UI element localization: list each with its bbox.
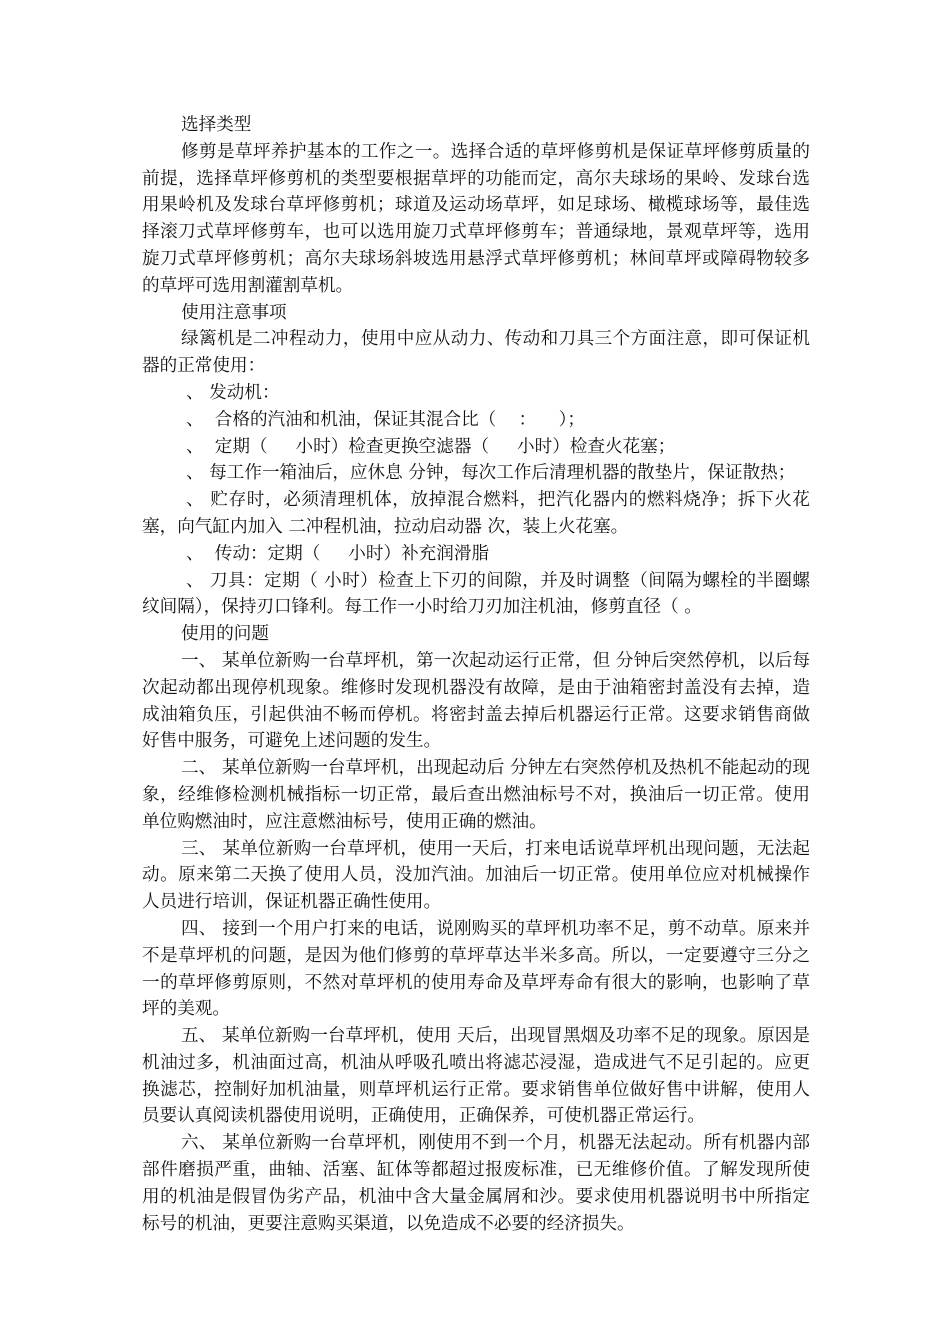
- case-4-paragraph: 四、 接到一个用户打来的电话，说刚购买的草坪机功率不足，剪不动草。原来并不是草坪机的问题，是因为他们修剪的草坪草达半米多高。所以，一定要遵守三分之一的草坪修剪原则，不然对草坪机的使用寿命及草坪寿命有很大的影响，也影响了草坪的美观。: [142, 918, 810, 1020]
- section-heading-type: 选择类型: [181, 115, 252, 135]
- section-heading-problems: 使用的问题: [181, 624, 269, 645]
- transmission-item: 、 传动：定期（ 小时）补充润滑脂: [186, 543, 490, 564]
- fuel-item: 、 合格的汽油和机油，保证其混合比（ ： ）；: [186, 409, 586, 430]
- type-paragraph: 修剪是草坪养护基本的工作之一。选择合适的草坪修剪机是保证草坪修剪质量的前提，选择草坪修剪机的类型要根据草坪的功能而定，高尔夫球场的果岭、发球台选用果岭机及发球台草坪修剪机；球道及运动场草坪，如足球场、橄榄球场等，最佳选择滚刀式草坪修剪车，也可以选用旋刀式草坪修剪车；普通绿地，景观草坪等，选用旋刀式草坪修剪机；高尔夫球场斜坡选用悬浮式草坪修剪机；林间草坪或障碍物较多的草坪可选用割灌割草机。: [142, 141, 810, 296]
- case-6-paragraph: 六、 某单位新购一台草坪机，刚使用不到一个月，机器无法起动。所有机器内部部件磨损严重，曲轴、活塞、缸体等都超过报废标准，已无维修价值。了解发现所使用的机油是假冒伪劣产品，机油中含大量金属屑和沙。要求使用机器说明书中所指定标号的机油，更要注意购买渠道，以免造成不必要的经济损失。: [142, 1133, 810, 1234]
- case-5-paragraph: 五、 某单位新购一台草坪机，使用 天后，出现冒黑烟及功率不足的现象。原因是机油过多，机油面过高，机油从呼吸孔喷出将滤芯浸湿，造成进气不足引起的。应更换滤芯，控制好加机油量，则草坪机运行正常。要求销售单位做好售中讲解，使用人员要认真阅读机器使用说明，正确使用，正确保养，可使机器正常运行。: [142, 1026, 810, 1127]
- document-page: [142, 112, 810, 1237]
- storage-item: 、 贮存时，必须清理机体，放掉混合燃料，把汽化器内的燃料烧净；拆下火花塞，向气缸内加入 二冲程机油，拉动启动器 次，装上火花塞。: [142, 490, 810, 537]
- section-heading-notes: 使用注意事项: [181, 302, 287, 323]
- case-3-paragraph: 三、 某单位新购一台草坪机，使用一天后，打来电话说草坪机出现问题，无法起动。原来第二天换了使用人员，没加汽油。加油后一切正常。使用单位应对机械操作人员进行培训，保证机器正确性使用。: [142, 838, 810, 913]
- blade-item: 、 刀具：定期（ 小时）检查上下刃的间隙，并及时调整（间隔为螺栓的半圈螺纹间隔），保持刃口锋利。每工作一小时给刀刃加注机油，修剪直径（ 。: [142, 570, 810, 618]
- filter-item: 、 定期（ 小时）检查更换空滤器（ 小时）检查火花塞；: [186, 436, 676, 457]
- case-1-paragraph: 一、 某单位新购一台草坪机，第一次起动运行正常，但 分钟后突然停机，以后每次起动都出现停机现象。维修时发现机器没有故障，是由于油箱密封盖没有去掉，造成油箱负压，引起供油不畅而停机。将密封盖去掉后机器运行正常。这要求销售商做好售中服务，可避免上述问题的发生。: [142, 650, 810, 752]
- case-2-paragraph: 二、 某单位新购一台草坪机，出现起动后 分钟左右突然停机及热机不能起动的现象，经维修检测机械指标一切正常，最后查出燃油标号不对，换油后一切正常。使用单位购燃油时，应注意燃油标号，使用正确的燃油。: [142, 758, 810, 832]
- notes-intro-paragraph: 绿篱机是二冲程动力，使用中应从动力、传动和刀具三个方面注意，即可保证机器的正常使用：: [142, 329, 810, 377]
- rest-item: 、 每工作一箱油后，应休息 分钟，每次工作后清理机器的散垫片，保证散热；: [186, 463, 796, 484]
- engine-item: 、 发动机：: [186, 382, 280, 403]
